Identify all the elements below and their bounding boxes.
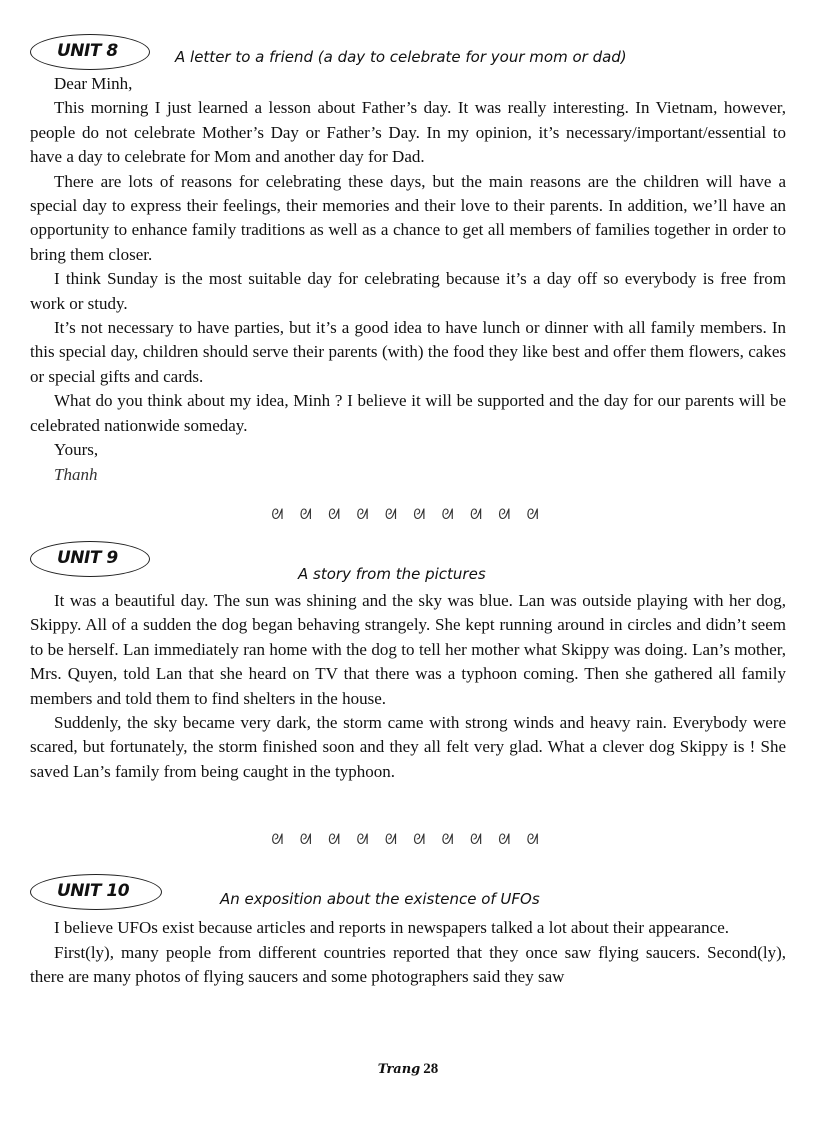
closing: Yours, xyxy=(54,440,99,460)
section-divider: ᘛ ᘛ ᘛ ᘛ ᘛ ᘛ ᘛ ᘛ ᘛ ᘛ xyxy=(271,506,545,523)
unit10-paragraph: I believe UFOs exist because articles and reports in newspapers talked a lot about their appearance. xyxy=(54,918,730,938)
unit8-paragraph: It’s not necessary to have parties, but it’s a good idea to have lunch or dinner with all family members. In this special day, children should serve their parents (with) the food they like best and offer them flowers, cakes or special gifts and cards. xyxy=(30,318,786,386)
unit8-subtitle: A letter to a friend (a day to celebrate for your mom or dad) xyxy=(175,48,627,66)
unit8-header xyxy=(30,30,786,76)
section-divider: ᘛ ᘛ ᘛ ᘛ ᘛ ᘛ ᘛ ᘛ ᘛ ᘛ xyxy=(271,832,545,849)
document-page xyxy=(30,30,786,989)
unit8-paragraph: I think Sunday is the most suitable day for celebrating because it’s a day off so everybody is free from work or study. xyxy=(30,269,786,313)
unit9-header xyxy=(30,537,786,583)
unit8-paragraph: What do you think about my idea, Minh ? I believe it will be supported and the day for our parents will be celebrated nationwide someday. xyxy=(30,391,786,435)
page-number: 28 xyxy=(423,1061,439,1077)
unit9-badge-text: UNIT 9 xyxy=(57,547,118,568)
unit10-paragraph: First(ly), many people from different countries reported that they once saw flying saucers. Second(ly), there are many photos of flying saucers and some photographers said they saw xyxy=(30,942,786,986)
page-footer xyxy=(0,1061,816,1078)
unit10-badge xyxy=(30,874,162,910)
unit8-paragraph: This morning I just learned a lesson about Father’s day. It was really interesting. In Vietnam, however, people do not celebrate Mother’s Day or Father’s Day. In my opinion, it’s necessary/important/essential to have a day to celebrate for Mom and another day for Dad. xyxy=(30,98,786,167)
unit9-subtitle: A story from the pictures xyxy=(298,564,486,583)
unit10-badge-text: UNIT 10 xyxy=(57,881,130,902)
signature: Thanh xyxy=(54,464,98,484)
unit9-paragraph: Suddenly, the sky became very dark, the storm came with strong winds and heavy rain. Everybody were scared, but fortunately, the storm finished soon and they all felt very glad. What a clever dog Skippy is ! She saved Lan’s family from being caught in the typhoon. xyxy=(30,712,786,781)
unit10-header xyxy=(30,870,786,916)
unit8-badge-text: UNIT 8 xyxy=(57,41,118,61)
unit10-subtitle: An exposition about the existence of UFOs xyxy=(220,890,540,909)
unit9-badge xyxy=(30,541,150,577)
greeting: Dear Minh, xyxy=(54,74,133,93)
unit8-badge xyxy=(30,34,150,70)
footer-label: Trang xyxy=(377,1062,421,1077)
unit8-paragraph: There are lots of reasons for celebrating these days, but the main reasons are the children will have a special day to express their feelings, their memories and their love to their parents. In addition, we’ll have an opportunity to enhance family traditions as well as a chance to get all members of families together in order to bring them closer. xyxy=(30,171,786,264)
unit9-paragraph: It was a beautiful day. The sun was shining and the sky was blue. Lan was outside playing with her dog, Skippy. All of a sudden the dog began behaving strangely. She kept running around in circles and didn’t seem to be herself. Lan immediately ran home with the dog to tell her mother what Skippy was doing. Lan’s mother, Mrs. Quyen, told Lan that she heard on TV that there was a typhoon coming. Then she gathered all family members and told them to find shelters in the house. xyxy=(30,590,786,708)
